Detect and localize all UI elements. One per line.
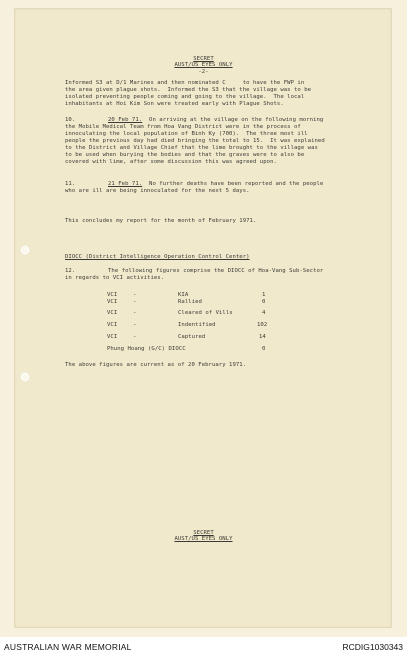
- row-dash: -: [133, 310, 137, 316]
- para-number: 12.: [65, 268, 76, 274]
- row-dash: -: [133, 334, 137, 340]
- row-value: 102: [257, 322, 268, 328]
- para10-first-line: [108, 117, 323, 123]
- row-category: VCI: [107, 322, 118, 328]
- figures-current-text: The above figures are current as of 20 February 1971.: [65, 362, 247, 368]
- para10-first-text: On arriving at the village on the following morning: [142, 117, 324, 123]
- para-number: 11.: [65, 181, 76, 187]
- classification-header: SECRET: [193, 56, 214, 62]
- para12-line: in regards to VCI activities.: [65, 275, 165, 281]
- intro-line: isolated preventing people coming and going to the village. The local: [65, 94, 305, 100]
- row-label: Rallied: [178, 299, 202, 305]
- para12-first-line: The following figures comprise the DIOCC of Hoa-Vang Sub-Sector: [108, 268, 324, 274]
- para10-line: innoculating the local population of Binh Ky (700). The three most ill: [65, 131, 308, 137]
- row-category: VCI: [107, 310, 118, 316]
- para10-line: to the District and Village Chief that the lime brought to the village was: [65, 145, 318, 151]
- para-number: 10.: [65, 117, 76, 123]
- archive-footer: [0, 637, 407, 654]
- row-category: VCI: [107, 292, 118, 298]
- institution-label: AUSTRALIAN WAR MEMORIAL: [4, 642, 132, 652]
- intro-line: Informed S3 at D/1 Marines and then nominated C to have the FWP in: [65, 80, 305, 86]
- row-label: Indentified: [178, 322, 216, 328]
- reference-code: RCDIG1030343: [342, 642, 403, 652]
- para11-line: who are ill are being innoculated for the next 5 days.: [65, 188, 250, 194]
- row-category: VCI: [107, 334, 118, 340]
- row-value: 4: [262, 310, 266, 316]
- para10-line: the Mobile Medical Team from Hoa Vang District were in the process of: [65, 124, 301, 130]
- para11-first-text: No further deaths have been reported and the people: [142, 181, 324, 187]
- row-label: KIA: [178, 292, 189, 298]
- para10-line: people the previous day had died bringing the total to 15. It was explained: [65, 138, 325, 144]
- conclusion-text: This concludes my report for the month of February 1971.: [65, 218, 257, 224]
- page-number: -2-: [198, 69, 209, 75]
- row-value: 0: [262, 299, 266, 305]
- row-dash: -: [133, 292, 137, 298]
- para11-first-line: [108, 181, 323, 187]
- intro-line: inhabitants at Hoi Kim Son were treated early with Plague Shots.: [65, 101, 284, 107]
- intro-line: the area given plague shots. Informed the S3 that the village was to be: [65, 87, 312, 93]
- row-category: Phung Hoang (G/C) DIOCC: [107, 346, 186, 352]
- para10-line: covered with lime, after some discussion this was agreed upon.: [65, 159, 277, 165]
- caveat-header: AUST/US EYES ONLY: [174, 62, 233, 68]
- row-value: 14: [259, 334, 266, 340]
- row-dash: -: [133, 322, 137, 328]
- punch-hole: [20, 372, 30, 382]
- row-category: VCI: [107, 299, 118, 305]
- caveat-footer: AUST/US EYES ONLY: [174, 536, 233, 542]
- row-value: 0: [262, 346, 266, 352]
- para10-line: to be used when burying the bodies and that the graves were to also be: [65, 152, 305, 158]
- row-dash: -: [133, 299, 137, 305]
- row-label: Cleared of Vills: [178, 310, 233, 316]
- row-label: Captured: [178, 334, 206, 340]
- section-heading: DIOCC (District Intelligence Operation Control Center): [65, 254, 250, 260]
- para11-date: 21 Feb 71.: [108, 181, 143, 187]
- classification-footer: SECRET: [193, 530, 214, 536]
- para10-date: 20 Feb 71.: [108, 117, 143, 123]
- punch-hole: [20, 245, 30, 255]
- row-value: 1: [262, 292, 266, 298]
